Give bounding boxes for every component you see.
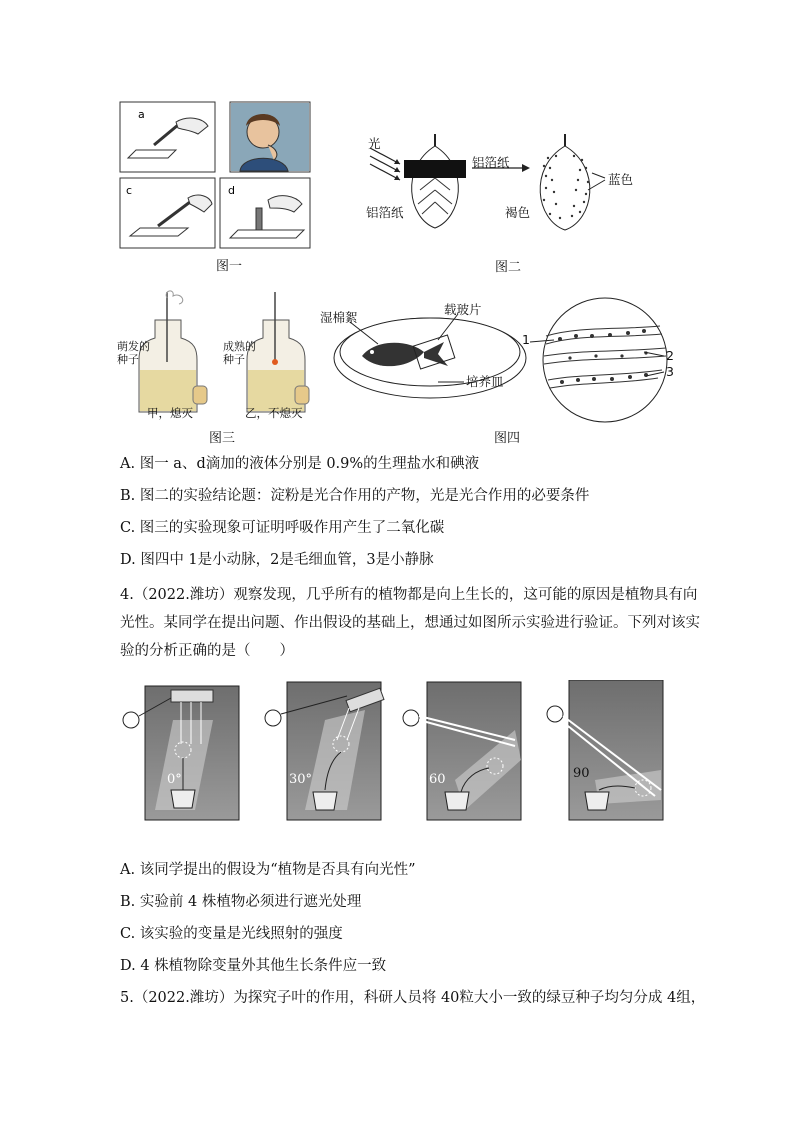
q4-option-b: B. 实验前 4 株植物必须进行遮光处理 — [120, 894, 362, 910]
figure-4 — [320, 296, 700, 446]
blue-label: 蓝色 — [608, 172, 634, 187]
q4-stem-line-1: 4.（2022.潍坊）观察发现，几乎所有的植物都是向上生长的，这可能的原因是植物具有向 — [120, 587, 698, 603]
figure-1 — [118, 100, 318, 274]
q4-figure-drawing — [115, 680, 675, 825]
q3-option-c: C. 图三的实验现象可证明呼吸作用产生了二氧化碳 — [120, 520, 445, 536]
figure-3-caption: 图三 — [209, 431, 236, 446]
figure-1-caption: 图一 — [216, 259, 243, 274]
figure-4-caption: 图四 — [494, 431, 521, 446]
mature-seed-label: 成熟的 种子 — [223, 340, 256, 366]
sprouting-seed-label: 萌发的 种子 — [117, 340, 150, 366]
q4-stem-line-2: 光性。某同学在提出问题、作出假设的基础上，想通过如图所示实验进行验证。下列对该实 — [120, 615, 700, 631]
q4-option-a: A. 该同学提出的假设为“植物是否具有向光性” — [120, 862, 416, 878]
q4-figure — [115, 680, 675, 825]
vessel-label-3: 3 — [666, 364, 674, 379]
vessel-label-1: 1 — [522, 332, 530, 347]
q4-option-c: C. 该实验的变量是光线照射的强度 — [120, 926, 343, 942]
foil-label-arrow: 铝箔纸 — [472, 155, 510, 170]
figure-4-drawing — [320, 296, 700, 431]
figure-1-drawing — [118, 100, 318, 252]
panel-a-label: a — [138, 108, 145, 121]
panel-c-label: c — [126, 184, 133, 197]
cotton-label: 湿棉絮 — [320, 310, 358, 325]
brown-label: 褐色 — [505, 205, 531, 220]
angle-label-0: 0° — [167, 772, 182, 787]
vessel-label-2: 2 — [666, 348, 674, 363]
dish-label: 培养皿 — [466, 374, 504, 389]
figure-2 — [360, 128, 660, 275]
figure-2-caption: 图二 — [495, 260, 522, 275]
foil-label-left: 铝箔纸 — [366, 205, 404, 220]
result-left: 甲，熄灭 — [147, 406, 193, 420]
angle-label-90: 90 — [573, 766, 590, 781]
q3-option-a: A. 图一 a、d滴加的液体分别是 0.9%的生理盐水和碘液 — [120, 456, 480, 472]
q3-option-b: B. 图二的实验结论题：淀粉是光合作用的产物，光是光合作用的必要条件 — [120, 488, 590, 504]
angle-label-30: 30° — [289, 772, 313, 787]
figure-3 — [115, 290, 325, 445]
result-right: 乙，不熄灭 — [245, 406, 303, 420]
light-label: 光 — [368, 136, 381, 151]
slide-label: 载玻片 — [444, 302, 482, 317]
q5-stem: 5.（2022.潍坊）为探究子叶的作用，科研人员将 40粒大小一致的绿豆种子均匀分成 4组， — [120, 990, 706, 1006]
q4-option-d: D. 4 株植物除变量外其他生长条件应一致 — [120, 958, 387, 974]
q4-stem-line-3: 验的分析正确的是（ ） — [120, 643, 294, 659]
q3-option-d: D. 图四中 1是小动脉，2是毛细血管，3是小静脉 — [120, 552, 434, 568]
angle-label-60: 60 — [429, 772, 446, 787]
panel-d-label: d — [228, 184, 235, 197]
